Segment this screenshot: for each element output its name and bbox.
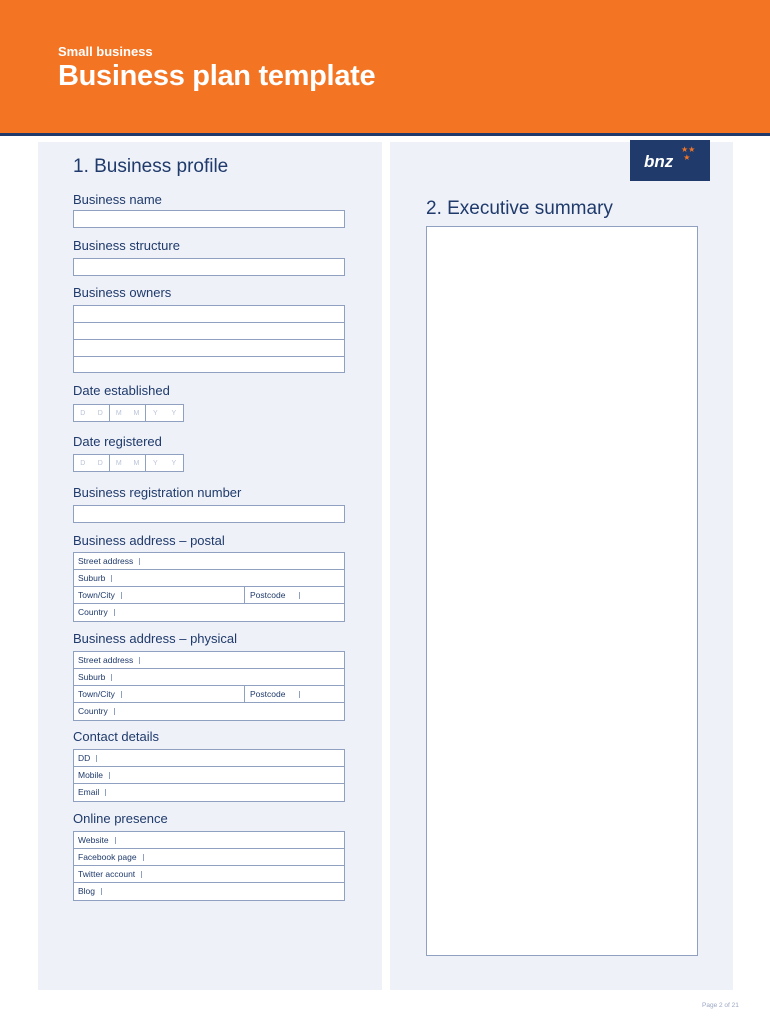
country-caption: Country <box>78 607 115 617</box>
date-registered-label: Date registered <box>73 434 162 449</box>
suburb-caption: Suburb <box>78 672 112 682</box>
registration-number-label: Business registration number <box>73 485 242 500</box>
business-owners-label: Business owners <box>73 285 172 300</box>
year-segment[interactable]: Y Y <box>153 409 177 417</box>
business-owner-field[interactable] <box>74 357 344 374</box>
registration-number-field[interactable] <box>73 505 345 523</box>
business-owners-fields <box>73 305 345 373</box>
contact-details-label: Contact details <box>73 729 159 744</box>
country-field[interactable] <box>74 703 344 720</box>
postcode-caption: Postcode <box>250 689 300 699</box>
day-segment[interactable]: D D <box>74 455 110 471</box>
date-registered-field[interactable] <box>73 454 184 472</box>
country-field[interactable] <box>74 604 344 621</box>
business-owner-field[interactable] <box>74 306 344 323</box>
online-presence-block <box>73 831 345 901</box>
twitter-field[interactable] <box>74 866 344 883</box>
bnz-logo <box>630 140 710 181</box>
facebook-caption: Facebook page <box>78 852 144 862</box>
date-established-label: Date established <box>73 383 170 398</box>
dd-caption: DD <box>78 753 97 763</box>
page-number: Page 2 of 21 <box>702 1002 739 1009</box>
header-subtitle: Small business <box>58 44 153 59</box>
online-presence-label: Online presence <box>73 811 168 826</box>
month-segment[interactable]: M M <box>110 455 146 471</box>
mobile-caption: Mobile <box>78 770 110 780</box>
blog-field[interactable] <box>74 883 344 900</box>
facebook-field[interactable] <box>74 849 344 866</box>
executive-summary-field[interactable] <box>426 226 698 956</box>
mobile-field[interactable] <box>74 767 344 784</box>
section-heading-executive-summary: 2. Executive summary <box>426 198 613 219</box>
business-owner-field[interactable] <box>74 340 344 357</box>
town-postcode-row[interactable] <box>74 686 344 703</box>
town-caption: Town/City <box>78 689 122 699</box>
business-owner-field[interactable] <box>74 323 344 340</box>
street-address-field[interactable] <box>74 652 344 669</box>
business-structure-label: Business structure <box>73 238 180 253</box>
business-name-field[interactable] <box>73 210 345 228</box>
business-name-label: Business name <box>73 192 162 207</box>
month-segment[interactable]: M M <box>110 405 146 421</box>
town-caption: Town/City <box>78 590 122 600</box>
twitter-caption: Twitter account <box>78 869 142 879</box>
stars-icon: ★★ ★ <box>681 145 696 162</box>
physical-address-block <box>73 651 345 721</box>
date-established-field[interactable] <box>73 404 184 422</box>
header-banner <box>0 0 770 136</box>
section-heading-business-profile: 1. Business profile <box>73 156 229 177</box>
logo-text: bnz <box>644 152 674 171</box>
email-field[interactable] <box>74 784 344 801</box>
divider <box>244 587 245 604</box>
email-caption: Email <box>78 787 106 797</box>
town-postcode-row[interactable] <box>74 587 344 604</box>
physical-address-label: Business address – physical <box>73 631 238 646</box>
day-segment[interactable]: D D <box>74 405 110 421</box>
year-segment[interactable]: Y Y <box>153 459 177 467</box>
divider <box>244 686 245 703</box>
street-address-field[interactable] <box>74 553 344 570</box>
website-field[interactable] <box>74 832 344 849</box>
header-title: Business plan template <box>58 60 376 92</box>
postcode-caption: Postcode <box>250 590 300 600</box>
suburb-field[interactable] <box>74 669 344 686</box>
street-address-caption: Street address <box>78 655 140 665</box>
country-caption: Country <box>78 706 115 716</box>
suburb-caption: Suburb <box>78 573 112 583</box>
postal-address-block <box>73 552 345 622</box>
contact-details-block <box>73 749 345 802</box>
street-address-caption: Street address <box>78 556 140 566</box>
suburb-field[interactable] <box>74 570 344 587</box>
dd-field[interactable] <box>74 750 344 767</box>
business-structure-field[interactable] <box>73 258 345 276</box>
postal-address-label: Business address – postal <box>73 533 225 548</box>
blog-caption: Blog <box>78 886 102 896</box>
website-caption: Website <box>78 835 116 845</box>
